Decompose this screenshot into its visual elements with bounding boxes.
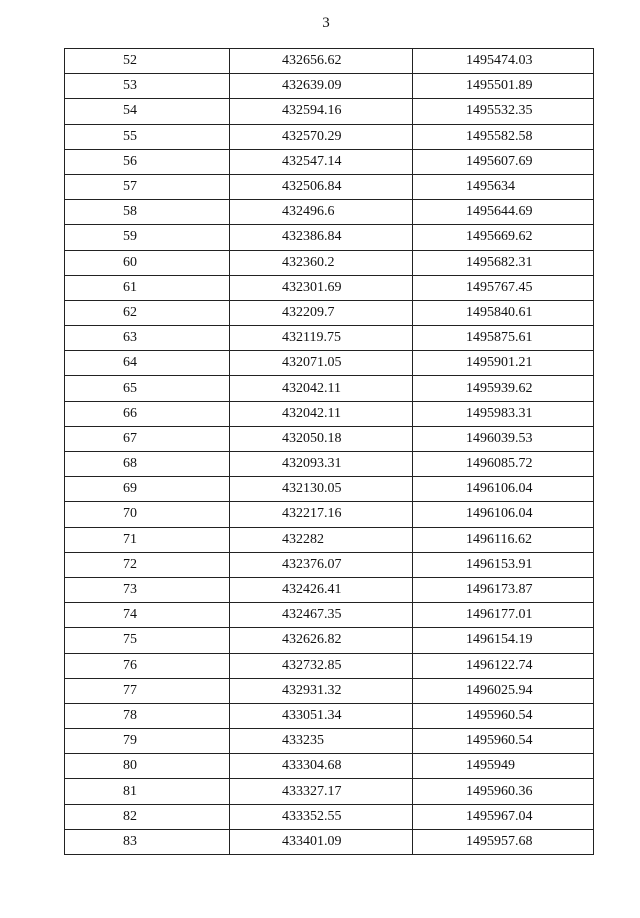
table-row [65,174,594,199]
x-coordinate-cell: 432130.05 [230,477,413,502]
x-coordinate-cell: 433401.09 [230,829,413,854]
y-coordinate-cell: 1495607.69 [413,149,594,174]
x-coordinate-cell: 432050.18 [230,426,413,451]
table-row [65,779,594,804]
point-number-cell: 72 [65,552,230,577]
table-row [65,376,594,401]
point-number-cell: 64 [65,351,230,376]
point-number-cell: 79 [65,729,230,754]
table-row [65,678,594,703]
point-number-cell: 69 [65,477,230,502]
x-coordinate-cell: 432209.7 [230,300,413,325]
x-coordinate-cell: 432119.75 [230,326,413,351]
table-row [65,426,594,451]
x-coordinate-cell: 432360.2 [230,250,413,275]
point-number-cell: 61 [65,275,230,300]
x-coordinate-cell: 432656.62 [230,49,413,74]
point-number-cell: 55 [65,124,230,149]
point-number-cell: 71 [65,527,230,552]
x-coordinate-cell: 432426.41 [230,577,413,602]
y-coordinate-cell: 1496154.19 [413,628,594,653]
point-number-cell: 73 [65,577,230,602]
point-number-cell: 52 [65,49,230,74]
x-coordinate-cell: 432496.6 [230,200,413,225]
table-row [65,452,594,477]
x-coordinate-cell: 432282 [230,527,413,552]
x-coordinate-cell: 432639.09 [230,74,413,99]
table-row [65,603,594,628]
table-row [65,200,594,225]
y-coordinate-cell: 1495949 [413,754,594,779]
x-coordinate-cell: 432217.16 [230,502,413,527]
y-coordinate-cell: 1495669.62 [413,225,594,250]
point-number-cell: 81 [65,779,230,804]
y-coordinate-cell: 1495532.35 [413,99,594,124]
x-coordinate-cell: 433051.34 [230,703,413,728]
table-row [65,829,594,854]
y-coordinate-cell: 1495767.45 [413,275,594,300]
table-row [65,124,594,149]
point-number-cell: 70 [65,502,230,527]
table-row [65,653,594,678]
point-number-cell: 80 [65,754,230,779]
point-number-cell: 76 [65,653,230,678]
point-number-cell: 60 [65,250,230,275]
table-row [65,99,594,124]
point-number-cell: 62 [65,300,230,325]
point-number-cell: 54 [65,99,230,124]
x-coordinate-cell: 432467.35 [230,603,413,628]
x-coordinate-cell: 432386.84 [230,225,413,250]
y-coordinate-cell: 1495983.31 [413,401,594,426]
y-coordinate-cell: 1495957.68 [413,829,594,854]
x-coordinate-cell: 432547.14 [230,149,413,174]
y-coordinate-cell: 1495634 [413,174,594,199]
point-number-cell: 82 [65,804,230,829]
table-row [65,149,594,174]
x-coordinate-cell: 432042.11 [230,376,413,401]
y-coordinate-cell: 1496106.04 [413,502,594,527]
point-number-cell: 74 [65,603,230,628]
y-coordinate-cell: 1495582.58 [413,124,594,149]
x-coordinate-cell: 432093.31 [230,452,413,477]
table-row [65,250,594,275]
y-coordinate-cell: 1495960.54 [413,703,594,728]
point-number-cell: 75 [65,628,230,653]
table-row [65,326,594,351]
point-number-cell: 68 [65,452,230,477]
table-row [65,74,594,99]
y-coordinate-cell: 1495840.61 [413,300,594,325]
point-number-cell: 77 [65,678,230,703]
table-row [65,401,594,426]
y-coordinate-cell: 1495875.61 [413,326,594,351]
table-row [65,300,594,325]
x-coordinate-cell: 432570.29 [230,124,413,149]
table-row [65,49,594,74]
x-coordinate-cell: 433327.17 [230,779,413,804]
point-number-cell: 67 [65,426,230,451]
table-row [65,351,594,376]
table-row [65,804,594,829]
table-row [65,225,594,250]
table-row [65,703,594,728]
table-row [65,577,594,602]
table-row [65,527,594,552]
point-number-cell: 66 [65,401,230,426]
y-coordinate-cell: 1496173.87 [413,577,594,602]
table-row [65,628,594,653]
x-coordinate-cell: 432071.05 [230,351,413,376]
x-coordinate-cell: 432506.84 [230,174,413,199]
y-coordinate-cell: 1495501.89 [413,74,594,99]
x-coordinate-cell: 432042.11 [230,401,413,426]
x-coordinate-cell: 432376.07 [230,552,413,577]
y-coordinate-cell: 1495901.21 [413,351,594,376]
x-coordinate-cell: 433235 [230,729,413,754]
y-coordinate-cell: 1495960.54 [413,729,594,754]
table-row [65,275,594,300]
coordinates-table [64,48,594,855]
x-coordinate-cell: 432626.82 [230,628,413,653]
table-row [65,477,594,502]
page-number: 3 [322,15,330,31]
point-number-cell: 78 [65,703,230,728]
point-number-cell: 83 [65,829,230,854]
point-number-cell: 57 [65,174,230,199]
y-coordinate-cell: 1496025.94 [413,678,594,703]
point-number-cell: 56 [65,149,230,174]
table-row [65,502,594,527]
y-coordinate-cell: 1495960.36 [413,779,594,804]
y-coordinate-cell: 1496085.72 [413,452,594,477]
point-number-cell: 58 [65,200,230,225]
y-coordinate-cell: 1495967.04 [413,804,594,829]
table-row [65,754,594,779]
y-coordinate-cell: 1496153.91 [413,552,594,577]
y-coordinate-cell: 1496116.62 [413,527,594,552]
y-coordinate-cell: 1495939.62 [413,376,594,401]
x-coordinate-cell: 432931.32 [230,678,413,703]
x-coordinate-cell: 432301.69 [230,275,413,300]
x-coordinate-cell: 432594.16 [230,99,413,124]
y-coordinate-cell: 1496177.01 [413,603,594,628]
y-coordinate-cell: 1495644.69 [413,200,594,225]
table-row [65,729,594,754]
coordinates-table-body [65,49,594,855]
x-coordinate-cell: 433304.68 [230,754,413,779]
x-coordinate-cell: 432732.85 [230,653,413,678]
y-coordinate-cell: 1496106.04 [413,477,594,502]
point-number-cell: 59 [65,225,230,250]
point-number-cell: 63 [65,326,230,351]
table-row [65,552,594,577]
point-number-cell: 65 [65,376,230,401]
y-coordinate-cell: 1496122.74 [413,653,594,678]
y-coordinate-cell: 1495474.03 [413,49,594,74]
y-coordinate-cell: 1495682.31 [413,250,594,275]
x-coordinate-cell: 433352.55 [230,804,413,829]
y-coordinate-cell: 1496039.53 [413,426,594,451]
point-number-cell: 53 [65,74,230,99]
